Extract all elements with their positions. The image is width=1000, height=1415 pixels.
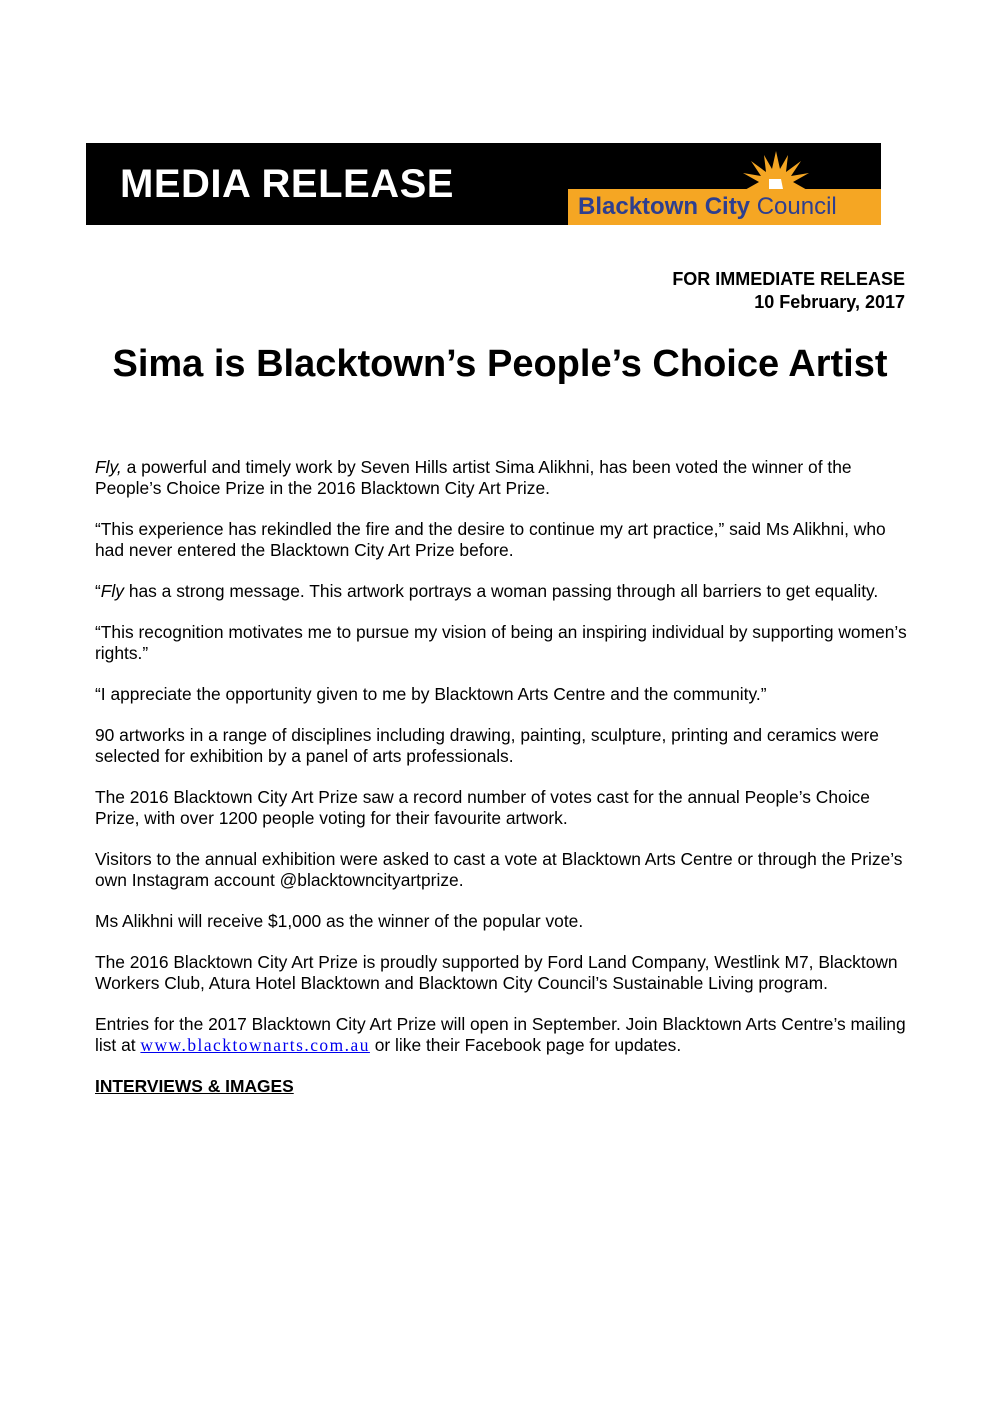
logo-text-regular: Council <box>756 193 837 220</box>
paragraph-11-text: Entries for the 2017 Blacktown City Art Prize will open in September. Join Blacktown Arts Centre’s mailing list at <box>95 1014 906 1055</box>
paragraph-1 <box>95 457 910 499</box>
release-info <box>672 268 905 314</box>
media-release-banner <box>86 143 881 225</box>
paragraph-7: The 2016 Blacktown City Art Prize saw a record number of votes cast for the annual People’s Choice Prize, with over 1200 people voting for their favourite artwork. <box>95 787 870 828</box>
paragraph-4: “This recognition motivates me to pursue my vision of being an inspiring individual by supporting women’s rights.” <box>95 622 907 663</box>
paragraph-3-quote: “ <box>95 581 101 601</box>
release-label: FOR IMMEDIATE RELEASE <box>672 269 905 289</box>
website-link[interactable]: www.blacktownarts.com.au <box>140 1035 370 1055</box>
artwork-title: Fly, <box>95 457 122 477</box>
paragraph-2: “This experience has rekindled the fire and the desire to continue my art practice,” said Ms Alikhni, who had never entered the Blacktown City Art Prize before. <box>95 519 886 560</box>
interviews-heading: INTERVIEWS & IMAGES <box>95 1076 294 1096</box>
logo-bar <box>568 189 881 225</box>
paragraph-1-text: a powerful and timely work by Seven Hills artist Sima Alikhni, has been voted the winner of the People’s Choice Prize in the 2016 Blacktown City Art Prize. <box>95 457 852 498</box>
artwork-title-2: Fly <box>100 581 124 601</box>
paragraph-11-text-end: or like their Facebook page for updates. <box>369 1035 682 1055</box>
council-logo <box>568 149 881 225</box>
paragraph-6: 90 artworks in a range of disciplines including drawing, painting, sculpture, printing and ceramics were selected for exhibition by a panel of arts professionals. <box>95 725 879 766</box>
paragraph-5: “I appreciate the opportunity given to me by Blacktown Arts Centre and the community.” <box>95 684 767 704</box>
paragraph-9: Ms Alikhni will receive $1,000 as the winner of the popular vote. <box>95 911 584 931</box>
logo-text-bold: Blacktown City <box>578 193 751 220</box>
logo-text <box>578 192 837 222</box>
banner-title: MEDIA RELEASE <box>120 162 454 206</box>
paragraph-8: Visitors to the annual exhibition were asked to cast a vote at Blacktown Arts Centre or through the Prize’s own Instagram account @blacktowncityartprize. <box>95 849 903 890</box>
paragraph-10: The 2016 Blacktown City Art Prize is proudly supported by Ford Land Company, Westlink M7, Blacktown Workers Club, Atura Hotel Blacktown and Blacktown City Council’s Sustainable Living program. <box>95 952 898 993</box>
headline: Sima is Blacktown’s People’s Choice Artist <box>112 343 888 385</box>
paragraph-3-text: has a strong message. This artwork portrays a woman passing through all barriers to get equality. <box>123 581 879 601</box>
article-body <box>95 457 910 1117</box>
paragraph-3 <box>95 581 910 602</box>
paragraph-11 <box>95 1014 910 1056</box>
release-date: 10 February, 2017 <box>754 292 905 312</box>
